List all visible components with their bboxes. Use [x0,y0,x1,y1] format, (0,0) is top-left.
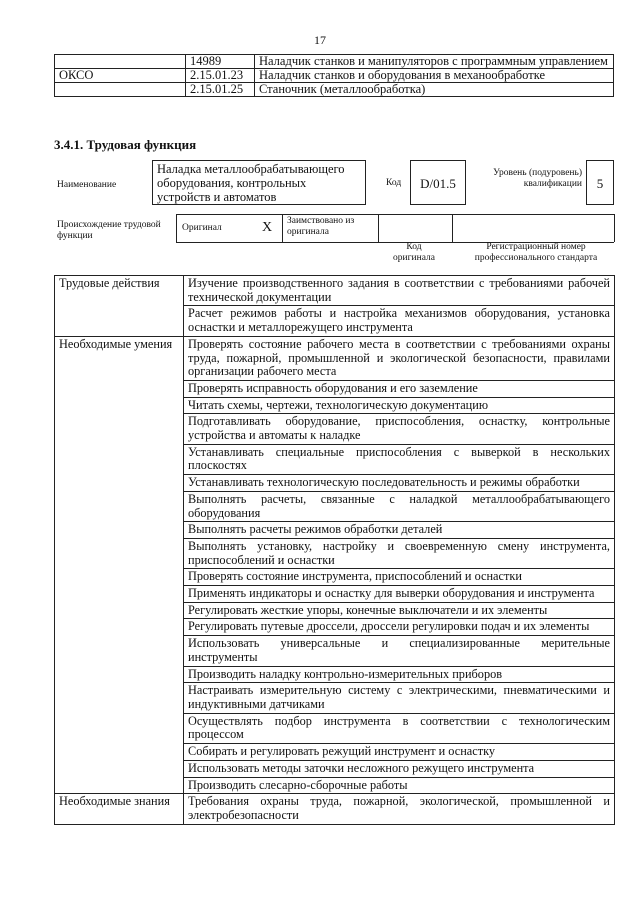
original-label: Оригинал [182,223,222,233]
skill-item: Использовать методы заточки несложного режущего инструмента [184,760,615,777]
skill-item: Устанавливать специальные приспособления с выверкой в нескольких плоскостях [184,444,615,474]
table-cell: ОКСО [55,69,186,83]
table-cell: Станочник (металлообработка) [255,83,614,97]
reg-number-caption: Регистрационный номер профессионального стандарта [474,242,598,263]
skill-item: Применять индикаторы и оснастку для выверки оборудования и инструмента [184,586,615,603]
skill-item: Выполнять установку, настройку и своевременную смену инструмента, приспособлений и оснастки [184,538,615,568]
function-code-value: D/01.5 [410,160,466,205]
table-row [55,69,614,83]
table-row [55,55,614,69]
function-details-table [54,275,615,825]
section-title: 3.4.1. Трудовая функция [54,137,197,152]
table-row [55,794,615,824]
knowledge-item: Требования охраны труда, пожарной, экологической, промышленной и электробезопасности [184,794,615,824]
skill-item: Производить слесарно-сборочные работы [184,777,615,794]
table-row [55,276,615,306]
table-cell: 2.15.01.25 [186,83,255,97]
knowledge-label: Необходимые знания [55,794,184,824]
classification-table [54,54,614,97]
skill-item: Проверять состояние инструмента, приспособлений и оснастки [184,569,615,586]
table-cell [55,55,186,69]
action-item: Расчет режимов работы и настройка механизмов оборудования, установка оснастки и металлорежущего инструмента [184,306,615,336]
skill-item: Читать схемы, чертежи, технологическую документацию [184,397,615,414]
table-cell [55,83,186,97]
table-row [55,83,614,97]
skill-item: Устанавливать технологическую последовательность и режимы обработки [184,475,615,492]
action-item: Изучение производственного задания в соответствии с требованиями рабочей технической документации [184,276,615,306]
table-cell: Наладчик станков и оборудования в механообработке [255,69,614,83]
skill-item: Проверять исправность оборудования и его заземление [184,380,615,397]
level-value: 5 [586,160,614,205]
skill-item: Производить наладку контрольно-измерительных приборов [184,666,615,683]
level-label: Уровень (подуровень) квалификации [493,168,582,189]
skill-item: Выполнять расчеты режимов обработки деталей [184,522,615,539]
table-row [55,336,615,380]
table-cell: 14989 [186,55,255,69]
code-original-caption: Код оригинала [393,242,435,263]
skill-item: Регулировать путевые дроссели, дроссели регулировки подач и их элементы [184,619,615,636]
skill-item: Подготавливать оборудование, приспособления, оснастку, контрольные устройства и автоматы к наладке [184,414,615,444]
skill-item: Выполнять расчеты, связанные с наладкой металлообрабатывающего оборудования [184,491,615,521]
skill-item: Настраивать измерительную систему с электрическими, пневматическими и индуктивными датчиками [184,683,615,713]
skill-item: Осуществлять подбор инструмента в соответствии с технологическим процессом [184,713,615,743]
skills-label: Необходимые умения [55,336,184,793]
skill-item: Использовать универсальные и специализированные мерительные инструменты [184,636,615,666]
page-number: 17 [314,33,326,47]
name-label: Наименование [57,180,117,190]
borrowed-label: Заимствовано из оригинала [287,216,355,237]
actions-label: Трудовые действия [55,276,184,337]
skill-item: Собирать и регулировать режущий инструмент и оснастку [184,744,615,761]
origin-label: Происхождение трудовой функции [57,220,161,241]
skill-item: Проверять состояние рабочего места в соответствии с требованиями охраны труда, пожарной, промышленной и экологической безопасности, правилами организации рабочего места [184,336,615,380]
table-cell: Наладчик станков и манипуляторов с программным управлением [255,55,614,69]
function-name-value: Наладка металлообрабатывающего оборудования, контрольных устройств и автоматов [152,160,366,205]
original-mark: X [262,220,273,235]
skill-item: Регулировать жесткие упоры, конечные выключатели и их элементы [184,602,615,619]
table-cell: 2.15.01.23 [186,69,255,83]
code-label: Код [386,178,402,188]
